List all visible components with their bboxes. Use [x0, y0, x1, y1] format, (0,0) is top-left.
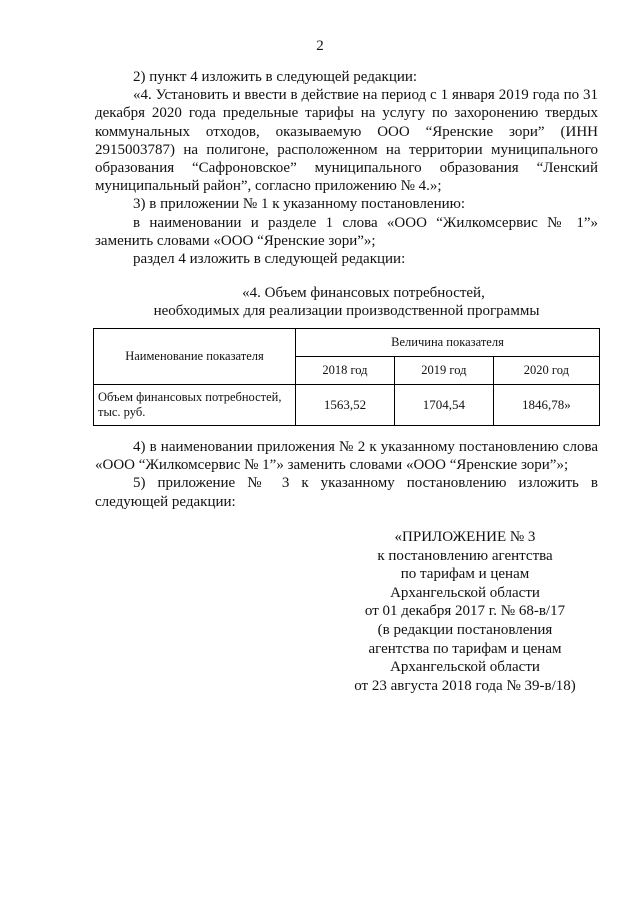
appendix-line: от 23 августа 2018 года № 39-в/18): [354, 677, 576, 694]
paragraph-item-4: 4) в наименовании приложения № 2 к указанному постановлению слова «ООО “Жилкомсервис № 1”» заменить словами «ООО “Яренские зори”»;: [95, 439, 598, 474]
appendix-line: Архангельской области: [390, 584, 540, 601]
paragraph-item-2: 2) пункт 4 изложить в следующей редакции:: [133, 69, 418, 85]
table-header-name: Наименование показателя: [94, 329, 296, 385]
table-year-2018: 2018 год: [296, 357, 395, 385]
table-row-name: Объем финансовых потребностей, тыс. руб.: [94, 385, 296, 426]
table-value-2019: 1704,54: [394, 385, 493, 426]
paragraph-item-3: 3) в приложении № 1 к указанному постановлению:: [133, 196, 465, 213]
paragraph-section4-intro: раздел 4 изложить в следующей редакции:: [133, 251, 406, 268]
section-title-line1: «4. Объем финансовых потребностей,: [242, 285, 485, 302]
document-body-continued: [95, 438, 598, 511]
appendix-line: (в редакции постановления: [377, 621, 553, 638]
document-body: [95, 68, 598, 320]
table-year-2019: 2019 год: [394, 357, 493, 385]
appendix-header: [335, 528, 595, 695]
appendix-line: «ПРИЛОЖЕНИЕ № 3: [394, 529, 536, 545]
section-title: [95, 284, 598, 320]
table-header-value: Величина показателя: [296, 329, 600, 357]
table-row: [94, 385, 600, 426]
appendix-line: от 01 декабря 2017 г. № 68-в/17: [364, 603, 566, 620]
section-title-line2: необходимых для реализации производственной программы: [153, 303, 540, 320]
appendix-line: к постановлению агентства: [377, 547, 553, 564]
paragraph-rename-section: в наименовании и разделе 1 слова «ООО “Жилкомсервис № 1”» заменить словами «ООО “Яренские зори”»;: [95, 214, 598, 249]
paragraph-item-4-text: «4. Установить и ввести в действие на период с 1 января 2019 года по 31 декабря 2020 года предельные тарифы на услугу по захоронению твердых коммунальных отходов, оказываемую ООО “Яренские зори” (ИНН 2915003787) на полигоне, расположенном на территории муниципального образования “Сафроновское” муниципального образования “Ленский муниципальный район”, согласно приложению № 4.»;: [95, 87, 598, 195]
appendix-line: Архангельской области: [390, 659, 540, 676]
table-header-row: [94, 329, 600, 357]
appendix-line: агентства по тарифам и ценам: [368, 640, 562, 657]
table-year-2020: 2020 год: [493, 357, 599, 385]
paragraph-item-5: 5) приложение № 3 к указанному постановлению изложить в следующей редакции:: [95, 475, 598, 510]
page-number: 2: [316, 38, 324, 54]
table-value-2020: 1846,78»: [493, 385, 599, 426]
financial-needs-table: [93, 328, 600, 426]
table-value-2018: 1563,52: [296, 385, 395, 426]
appendix-line: по тарифам и ценам: [400, 566, 530, 583]
